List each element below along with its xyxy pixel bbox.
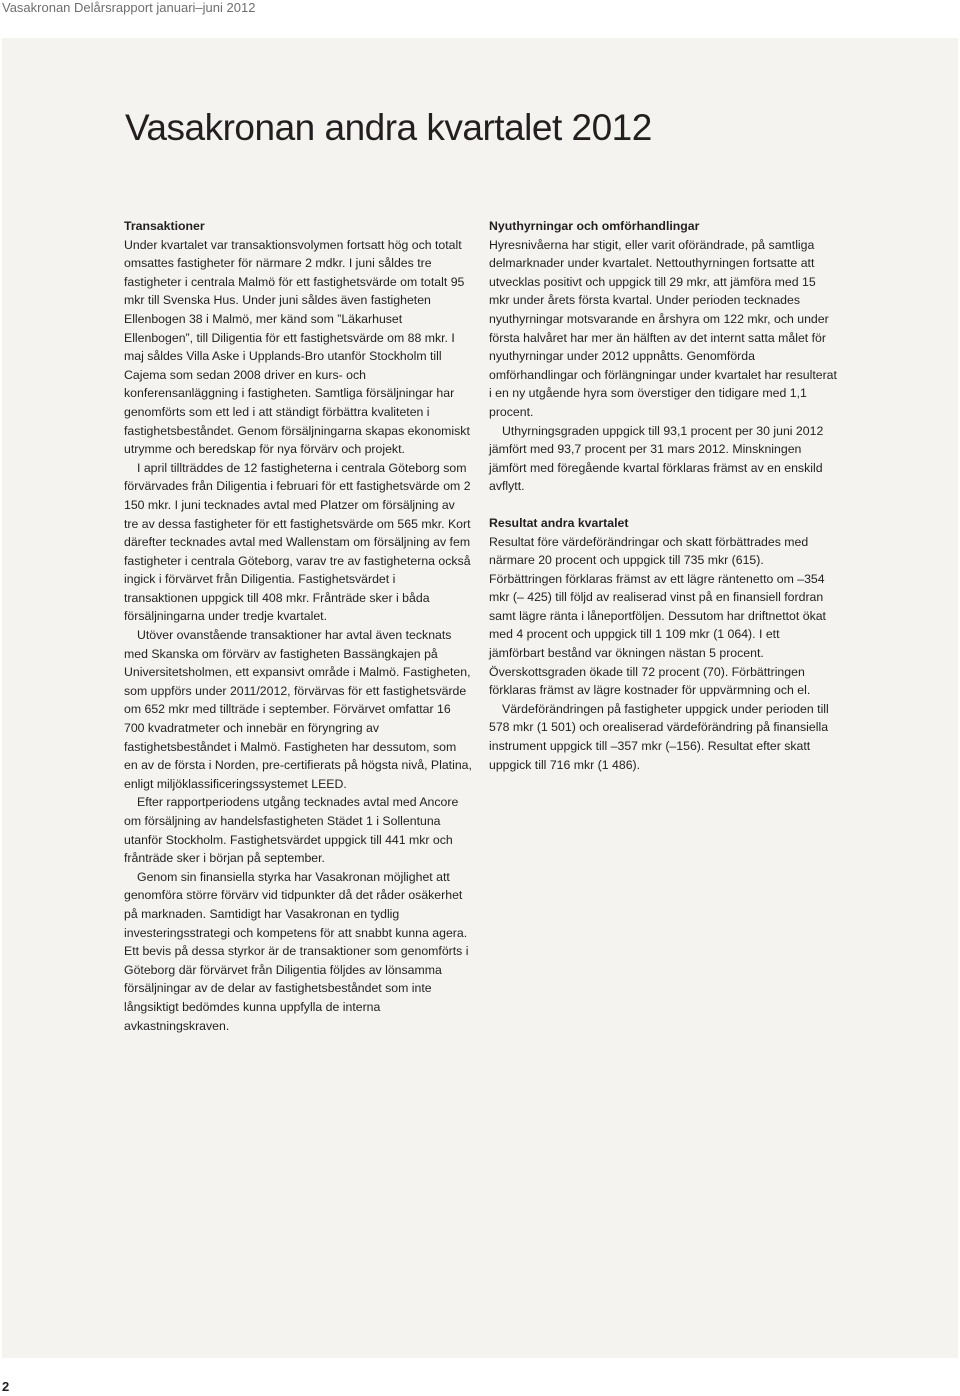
paragraph: Värdeförändringen på fastigheter uppgick under perioden till 578 mkr (1 501) och orealiserad värdeförändring på finansiella instrument uppgick till –357 mkr (–156). Resultat efter skatt uppgick till 716 mkr (1 486). [489,701,829,772]
paragraph: Utöver ovanstående transaktioner har avtal även tecknats med Skanska om förvärv av fastigheten Bassängkajen på Universitetsholmen, ett expansivt område i Malmö. Fastigheten, som uppförs under 2011/2012, förvärvas för ett fastighetsvärde om 652 mkr med tillträde i september. Förvärvet omfattar 16 700 kvadratmeter och innebär en föryngring av fastighetsbeståndet i Malmö. Fastigheten har dessutom, som en av de första i Norden, pre-certifierats på högsta nivå, Platina, enligt miljöklassificeringssystemet LEED. [124,628,472,791]
section-heading-resultat: Resultat andra kvartalet [489,515,629,530]
paragraph: Resultat före värdeförändringar och skatt förbättrades med närmare 20 procent och uppgick till 735 mkr (615). Förbättringen förklaras främst av ett lägre räntenetto om –354 mkr (– 425) till följd av realiserad vinst på en finansiell fordran samt lägre ränta i låneportföljen. Dessutom har driftnettot ökat med 4 procent och uppgick till 1 109 mkr (1 064). I ett jämförbart bestånd var ökningen nästan 5 procent. Överskottsgraden ökade till 72 procent (70). Förbättringen förklaras främst av lägre kostnader för uppvärmning och el. [489,534,826,698]
section-heading-transaktioner: Transaktioner [124,219,205,233]
paragraph: Efter rapportperiodens utgång tecknades avtal med Ancore om försäljning av handelsfastigheten Städet 1 i Sollentuna utanför Stockholm. Fastighetsvärdet uppgick till 441 mkr och frånträde sker i början på september. [124,795,459,866]
running-header: Vasakronan Delårsrapport januari–juni 2012 [2,0,256,15]
paragraph: Hyresnivåerna har stigit, eller varit oförändrade, på samtliga delmarknader under kvartalet. Nettouthyrningen fortsatte att utvecklas positivt och uppgick till 29 mkr, att jämföra med 15 mkr under årets första kvartal. Under perioden tecknades nyuthyrningar motsvarande en årshyra om 122 mkr, och under första halvåret har mer än hälften av det internt satta målet för nyuthyrningar under 2012 uppnåtts. Genomförda omförhandlingar och förlängningar under kvartalet har resulterat i en ny utgående hyra som överstiger den tidigare med 1,1 procent. [489,237,837,419]
paragraph: Under kvartalet var transaktionsvolymen fortsatt hög och totalt omsattes fastigheter för närmare 2 mdkr. I juni såldes tre fastigheter i centrala Malmö för ett fastighetsvärde om totalt 95 mkr till Svenska Hus. Under juni såldes även fastigheten Ellenbogen 38 i Malmö, mer känd som ”Läkarhuset Ellenbogen”, till Diligentia för ett fastighetsvärde om 88 mkr. I maj såldes Villa Aske i Upplands-Bro utanför Stockholm till Cajema som sedan 2008 driver en kurs- och konferensanläggning i fastigheten. Samtliga försäljningar har genomförts som ett led i att ständigt förbättra kvaliteten i fastighetsbeståndet. Genom försäljningarna skapas ekonomiskt utrymme och beredskap för nya förvärv och projekt. [124,237,470,457]
paragraph: I april tillträddes de 12 fastigheterna i centrala Göteborg som förvärvades från Diligentia i februari för ett fastighetsvärde om 2 150 mkr. I juni tecknades avtal med Platzer om försäljning av tre av dessa fastigheter för ett fastighetsvärde om 565 mkr. Kort därefter tecknades avtal med Wallenstam om försäljning av fem fastigheter i centrala Göteborg, varav tre av fastigheterna också ingick i förvärvet från Diligentia. Fastighetsvärdet i transaktionen uppgick till 408 mkr. Frånträde sker i båda försäljningarna under tredje kvartalet. [124,460,471,624]
left-column [124,217,472,1035]
paragraph: Genom sin finansiella styrka har Vasakronan möjlighet att genomföra större förvärv vid tidpunkter då det råder osäkerhet på marknaden. Samtidigt har Vasakronan en tydlig investeringsstrategi och kompetens för att snabbt kunna agera. Ett bevis på dessa styrkor är de transaktioner som genomförts i Göteborg där förvärvet från Diligentia följdes av lönsamma försäljningar av de delar av fastighetsbeståndet som inte långsiktigt bedömdes kunna uppfylla de interna avkastningskraven. [124,869,469,1033]
paragraph: Uthyrningsgraden uppgick till 93,1 procent per 30 juni 2012 jämfört med 93,7 procent per 31 mars 2012. Minskningen jämfört med föregående kvartal förklaras främst av en enskild avflytt. [489,423,824,494]
section-heading-nyuthyrningar: Nyuthyrningar och omförhandlingar [489,219,700,233]
page-number: 2 [2,1379,10,1394]
right-column [489,217,837,774]
page-title: Vasakronan andra kvartalet 2012 [125,107,652,148]
